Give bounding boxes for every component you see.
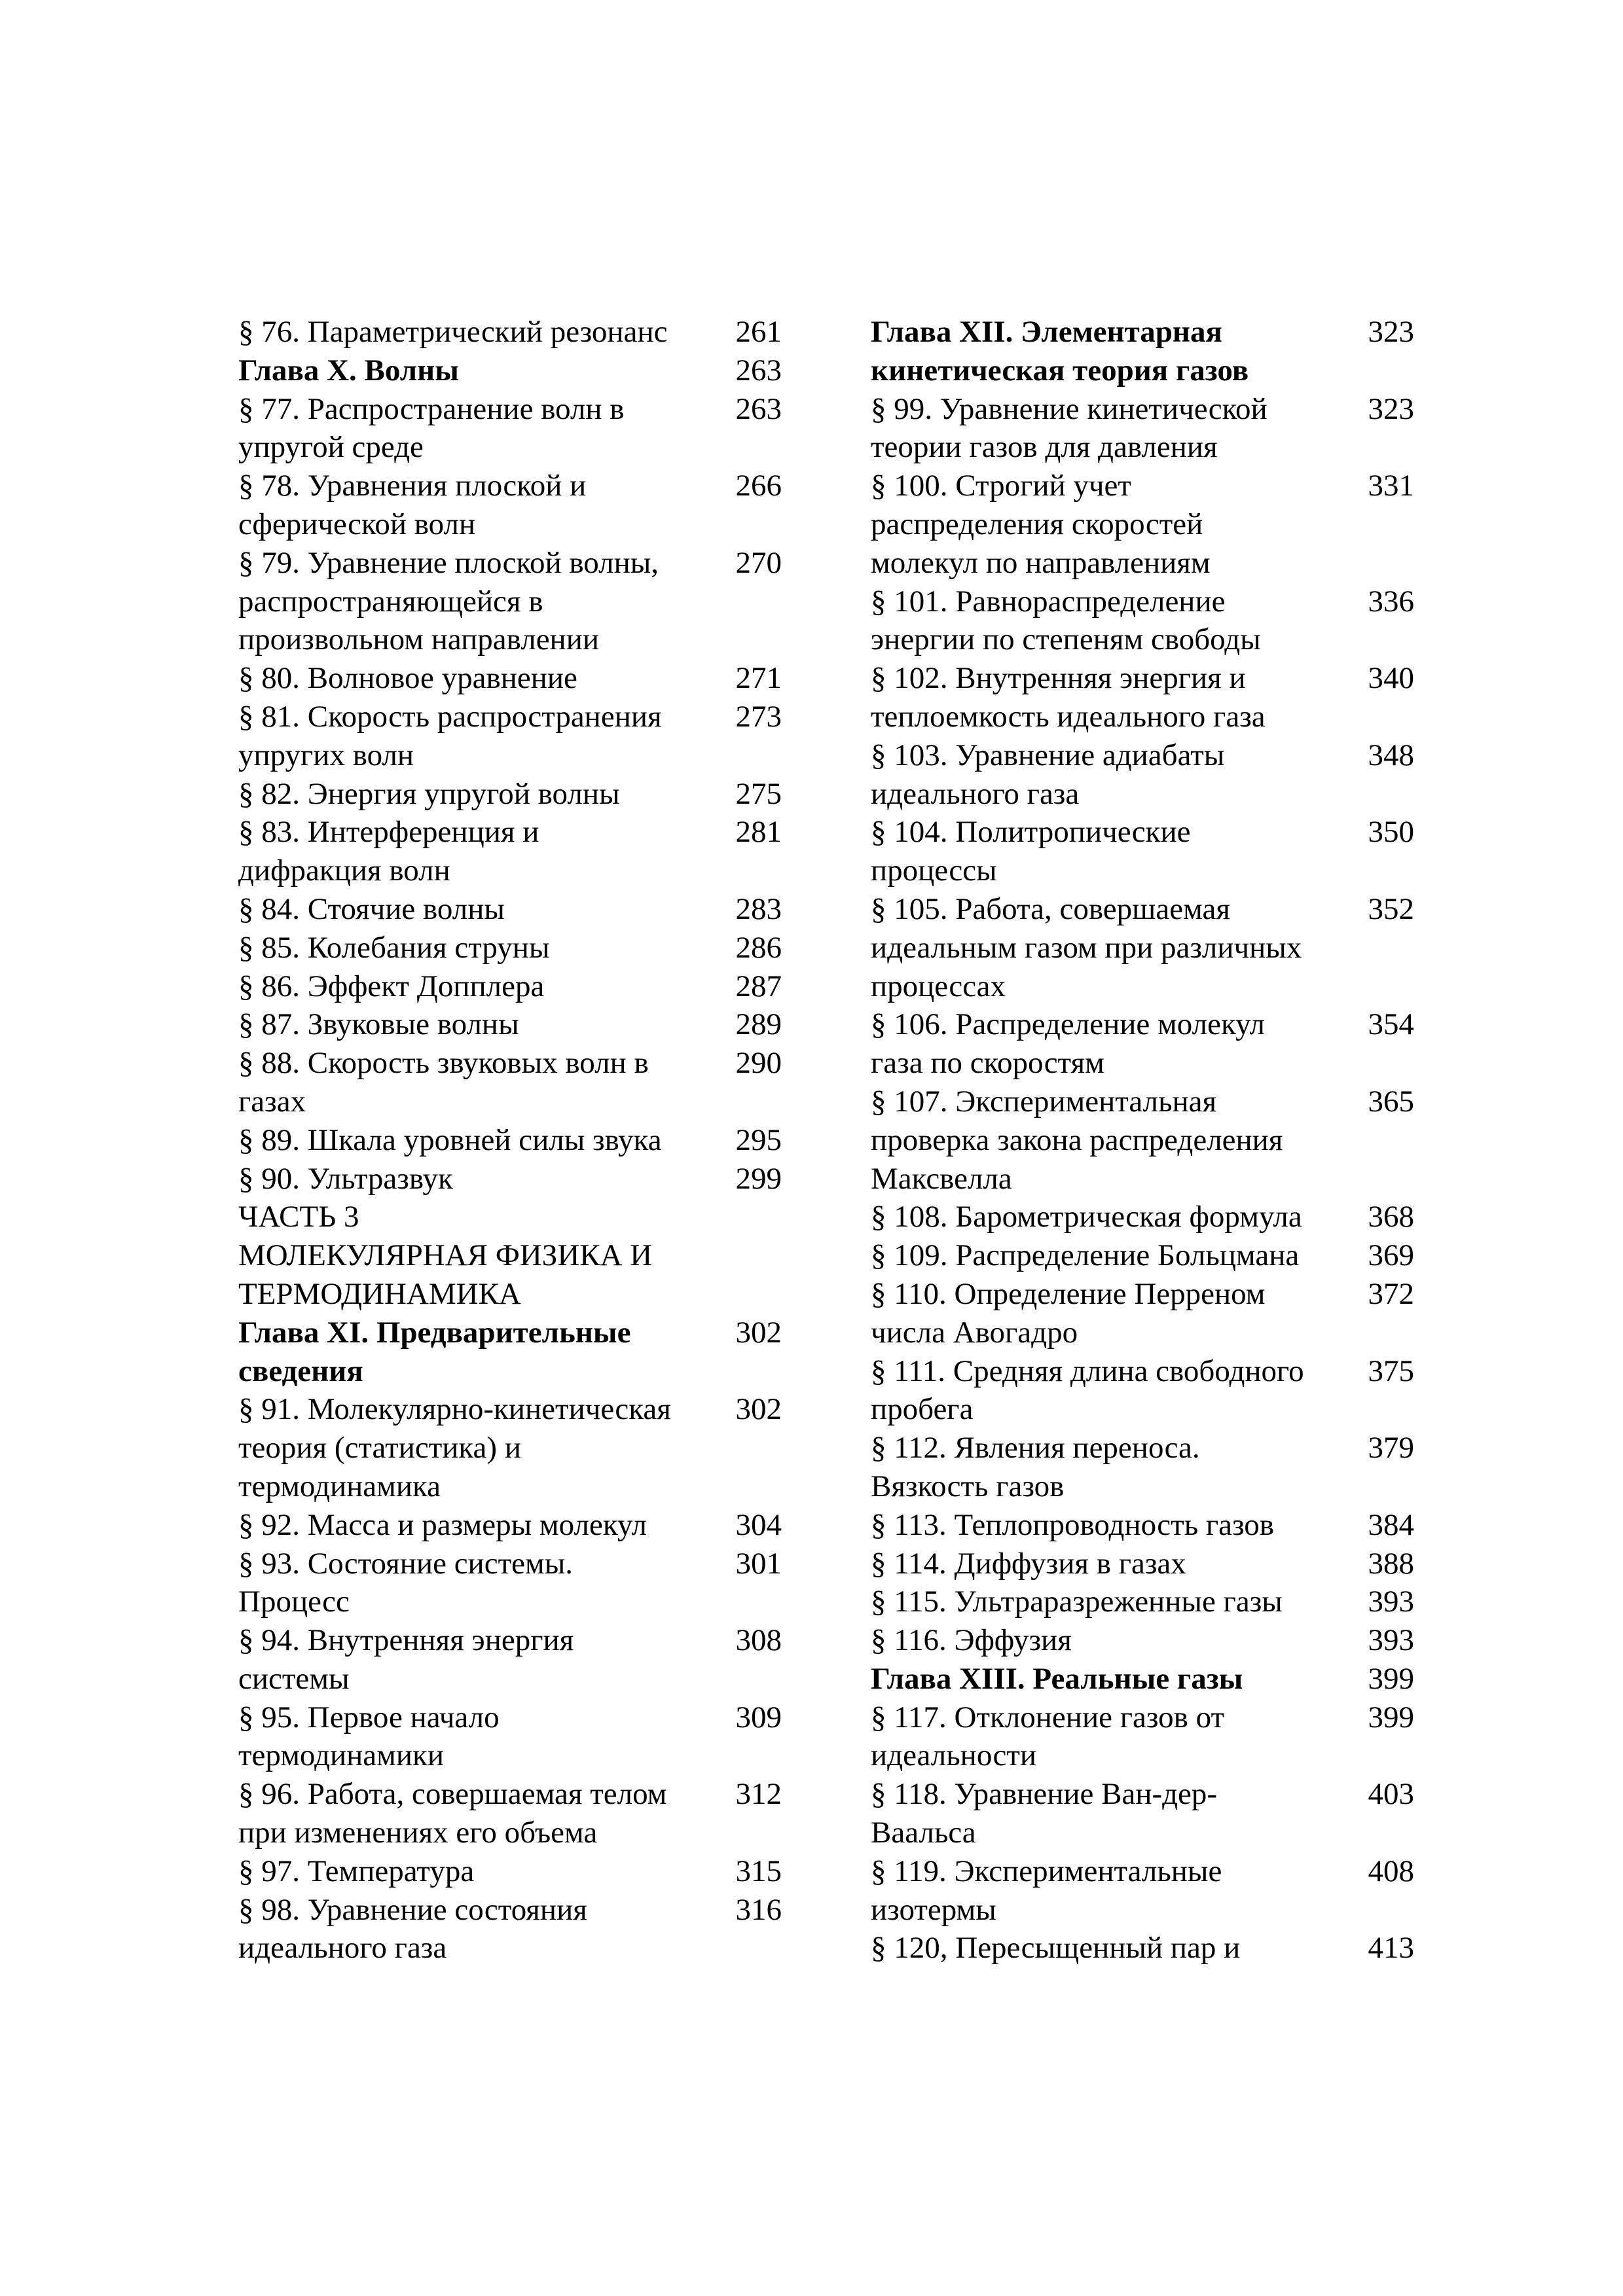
- toc-entry-page-number: 340: [1368, 661, 1414, 696]
- toc-entry-page-number: 408: [1368, 1854, 1414, 1888]
- toc-entry-title: § 115. Ультраразреженные газы: [871, 1585, 1283, 1619]
- toc-entry: [871, 890, 1414, 1005]
- toc-entry-title: § 106. Распределение молекул газа по скоростям: [871, 1007, 1266, 1081]
- toc-entry-title: § 84. Стоячие волны: [238, 891, 505, 926]
- toc-entry-page-number: 270: [735, 545, 782, 580]
- toc-entry-title: § 101. Равнораспределение энергии по степеням свободы: [871, 584, 1261, 657]
- toc-entry: [238, 890, 782, 929]
- toc-entry: [871, 659, 1414, 736]
- toc-entry: [871, 1929, 1414, 1967]
- toc-chapter-entry: [871, 313, 1414, 390]
- toc-entry-page-number: 393: [1368, 1585, 1414, 1619]
- toc-entry: [238, 1545, 782, 1622]
- toc-entry-title: § 98. Уравнение состояния идеального газа: [238, 1892, 587, 1965]
- toc-entry-title: § 114. Диффузия в газах: [871, 1546, 1186, 1581]
- toc-entry-page-number: 261: [735, 315, 782, 349]
- toc-entry: [238, 1121, 782, 1160]
- toc-entry-title: § 113. Теплопроводность газов: [871, 1507, 1275, 1542]
- toc-entry-page-number: 302: [735, 1315, 782, 1350]
- toc-entry: [871, 390, 1414, 467]
- toc-entry: [871, 1545, 1414, 1583]
- toc-entry-title: § 88. Скорость звуковых волн в газах: [238, 1046, 649, 1119]
- toc-entry-title: § 78. Уравнения плоской и сферической волн: [238, 469, 587, 541]
- toc-entry-page-number: 290: [735, 1046, 782, 1081]
- toc-entry: [871, 1852, 1414, 1929]
- toc-chapter-entry: [238, 1314, 782, 1391]
- toc-entry-title: § 120, Пересыщенный пар и: [871, 1931, 1241, 1965]
- toc-entry-page-number: 312: [735, 1777, 782, 1812]
- toc-entry-title: § 111. Средняя длина свободного пробега: [871, 1354, 1304, 1427]
- toc-entry: [871, 1236, 1414, 1275]
- toc-entry: [238, 1775, 782, 1852]
- toc-entry-title: § 89. Шкала уровней силы звука: [238, 1122, 662, 1157]
- toc-entry: [238, 467, 782, 544]
- toc-entry-page-number: 263: [735, 391, 782, 426]
- toc-entry-title: § 86. Эффект Допплера: [238, 969, 545, 1003]
- toc-entry: [238, 813, 782, 890]
- toc-entry-page-number: 304: [735, 1507, 782, 1542]
- toc-entry-page-number: 365: [1368, 1084, 1414, 1119]
- toc-entry: [871, 1083, 1414, 1198]
- toc-entry-title: Глава XI. Предварительные сведения: [238, 1315, 631, 1388]
- toc-entry-page-number: 281: [735, 815, 782, 850]
- toc-entry: [871, 1275, 1414, 1352]
- toc-entry-title: § 94. Внутренняя энергия системы: [238, 1623, 574, 1696]
- toc-entry-page-number: 271: [735, 661, 782, 696]
- toc-entry-page-number: 287: [735, 969, 782, 1003]
- toc-entry-page-number: 375: [1368, 1354, 1414, 1388]
- toc-entry-page-number: 283: [735, 891, 782, 926]
- toc-part-heading: [238, 1198, 782, 1313]
- toc-entry-title: Глава XIII. Реальные газы: [871, 1661, 1243, 1696]
- toc-entry-page-number: 289: [735, 1007, 782, 1042]
- toc-entry-title: § 116. Эффузия: [871, 1623, 1072, 1658]
- toc-entry-title: § 109. Распределение Больцмана: [871, 1238, 1300, 1273]
- toc-entry: [871, 467, 1414, 582]
- toc-entry: [238, 1390, 782, 1505]
- toc-entry-title: § 85. Колебания струны: [238, 930, 550, 965]
- toc-entry-page-number: 354: [1368, 1007, 1414, 1042]
- toc-entry-page-number: 323: [1368, 315, 1414, 349]
- toc-entry-page-number: 299: [735, 1161, 782, 1196]
- toc-entry-title: § 93. Состояние системы. Процесс: [238, 1546, 574, 1619]
- toc-entry: [238, 1621, 782, 1698]
- toc-entry-title: § 110. Определение Перреном числа Авогадро: [871, 1276, 1266, 1350]
- toc-entry-title: § 117. Отклонение газов от идеальности: [871, 1700, 1224, 1773]
- toc-entry-title: § 103. Уравнение адиабаты идеального газа: [871, 738, 1225, 811]
- toc-entry-title: § 118. Уравнение Ван-дер- Ваальса: [871, 1777, 1218, 1850]
- toc-entry-title: § 108. Барометрическая формула: [871, 1200, 1302, 1234]
- toc-entry: [238, 1891, 782, 1968]
- toc-entry-title: § 91. Молекулярно-кинетическая теория (статистика) и термодинамика: [238, 1392, 671, 1503]
- toc-entry-page-number: 388: [1368, 1546, 1414, 1581]
- toc-entry: [238, 313, 782, 351]
- toc-entry-page-number: 295: [735, 1122, 782, 1157]
- toc-entry: [871, 1621, 1414, 1660]
- toc-entry-page-number: 384: [1368, 1507, 1414, 1542]
- toc-entry-page-number: 399: [1368, 1661, 1414, 1696]
- toc-entry-page-number: 336: [1368, 584, 1414, 619]
- toc-entry-page-number: 379: [1368, 1431, 1414, 1465]
- toc-entry-title: § 77. Распространение волн в упругой среде: [238, 391, 625, 465]
- toc-entry-title: § 99. Уравнение кинетической теории газов для давления: [871, 391, 1267, 465]
- toc-entry-page-number: 309: [735, 1700, 782, 1734]
- toc-entry-title: § 97. Температура: [238, 1854, 475, 1888]
- toc-entry: [238, 929, 782, 967]
- toc-entry-title: § 96. Работа, совершаемая телом при изменениях его объема: [238, 1777, 667, 1850]
- toc-entry-title: § 100. Строгий учет распределения скоростей молекул по направлениям: [871, 469, 1211, 580]
- toc-entry: [238, 698, 782, 775]
- toc-entry-page-number: 273: [735, 699, 782, 734]
- toc-entry-page-number: 403: [1368, 1777, 1414, 1812]
- toc-entry-title: § 76. Параметрический резонанс: [238, 315, 668, 349]
- toc-entry-page-number: 286: [735, 930, 782, 965]
- toc-entry-title: § 119. Экспериментальные изотермы: [871, 1854, 1222, 1927]
- toc-entry-title: Глава XII. Элементарная кинетическая теория газов: [871, 315, 1249, 387]
- toc-entry-page-number: 323: [1368, 391, 1414, 426]
- toc-left-column: [238, 313, 782, 1967]
- toc-entry: [871, 1698, 1414, 1776]
- toc-entry: [871, 813, 1414, 890]
- toc-entry-page-number: 393: [1368, 1623, 1414, 1658]
- toc-entry-title: Глава X. Волны: [238, 353, 459, 387]
- toc-entry-page-number: 315: [735, 1854, 782, 1888]
- toc-entry: [238, 967, 782, 1006]
- toc-entry-page-number: 350: [1368, 815, 1414, 850]
- toc-entry: [238, 1852, 782, 1891]
- toc-entry: [871, 1775, 1414, 1852]
- toc-entry: [238, 390, 782, 467]
- toc-entry-page-number: 348: [1368, 738, 1414, 772]
- toc-entry: [238, 1506, 782, 1545]
- toc-entry: [871, 1506, 1414, 1545]
- toc-entry-title: § 79. Уравнение плоской волны, распространяющейся в произвольном направлении: [238, 545, 659, 657]
- toc-entry-page-number: 316: [735, 1892, 782, 1927]
- toc-entry: [871, 1429, 1414, 1506]
- toc-entry-title: § 107. Экспериментальная проверка закона распределения Максвелла: [871, 1084, 1283, 1196]
- toc-entry-page-number: 302: [735, 1392, 782, 1427]
- toc-entry-page-number: 413: [1368, 1931, 1414, 1965]
- toc-entry-page-number: 368: [1368, 1200, 1414, 1234]
- toc-entry: [871, 1005, 1414, 1083]
- toc-entry-page-number: 275: [735, 776, 782, 811]
- toc-entry-page-number: 308: [735, 1623, 782, 1658]
- toc-entry: [238, 775, 782, 814]
- toc-entry-title: § 105. Работа, совершаемая идеальным газом при различных процессах: [871, 891, 1302, 1003]
- toc-entry-title: § 83. Интерференция и дифракция волн: [238, 815, 539, 888]
- toc-entry-title: § 95. Первое начало термодинамики: [238, 1700, 500, 1773]
- toc-entry: [238, 659, 782, 698]
- toc-chapter-entry: [871, 1660, 1414, 1698]
- toc-entry: [238, 1160, 782, 1198]
- toc-entry-page-number: 369: [1368, 1238, 1414, 1273]
- toc-chapter-entry: [238, 351, 782, 390]
- toc-entry-title: ЧАСТЬ 3 МОЛЕКУЛЯРНАЯ ФИЗИКА И ТЕРМОДИНАМИКА: [238, 1200, 653, 1311]
- toc-entry: [238, 1044, 782, 1121]
- toc-entry: [871, 1352, 1414, 1429]
- toc-entry-title: § 80. Волновое уравнение: [238, 661, 577, 696]
- toc-entry-title: § 104. Политропические процессы: [871, 815, 1191, 888]
- toc-entry: [871, 583, 1414, 660]
- toc-entry-page-number: 352: [1368, 891, 1414, 926]
- toc-entry: [238, 1005, 782, 1044]
- toc-entry-title: § 92. Масса и размеры молекул: [238, 1507, 647, 1542]
- toc-entry-page-number: 263: [735, 353, 782, 387]
- toc-entry-page-number: 399: [1368, 1700, 1414, 1734]
- toc-entry-page-number: 331: [1368, 469, 1414, 503]
- toc-entry: [871, 736, 1414, 814]
- toc-entry-page-number: 301: [735, 1546, 782, 1581]
- toc-entry-title: § 102. Внутренняя энергия и теплоемкость идеального газа: [871, 661, 1266, 734]
- toc-entry-page-number: 372: [1368, 1276, 1414, 1311]
- toc-entry-title: § 82. Энергия упругой волны: [238, 776, 620, 811]
- toc-entry-title: § 90. Ультразвук: [238, 1161, 453, 1196]
- toc-entry: [871, 1198, 1414, 1236]
- toc-entry-title: § 87. Звуковые волны: [238, 1007, 519, 1042]
- toc-entry: [871, 1583, 1414, 1621]
- toc-entry: [238, 544, 782, 659]
- toc-entry-title: § 81. Скорость распространения упругих волн: [238, 699, 662, 772]
- toc-entry-page-number: 266: [735, 469, 782, 503]
- toc-entry: [238, 1698, 782, 1776]
- toc-entry-title: § 112. Явления переноса. Вязкость газов: [871, 1431, 1200, 1503]
- toc-right-column: [871, 313, 1414, 1967]
